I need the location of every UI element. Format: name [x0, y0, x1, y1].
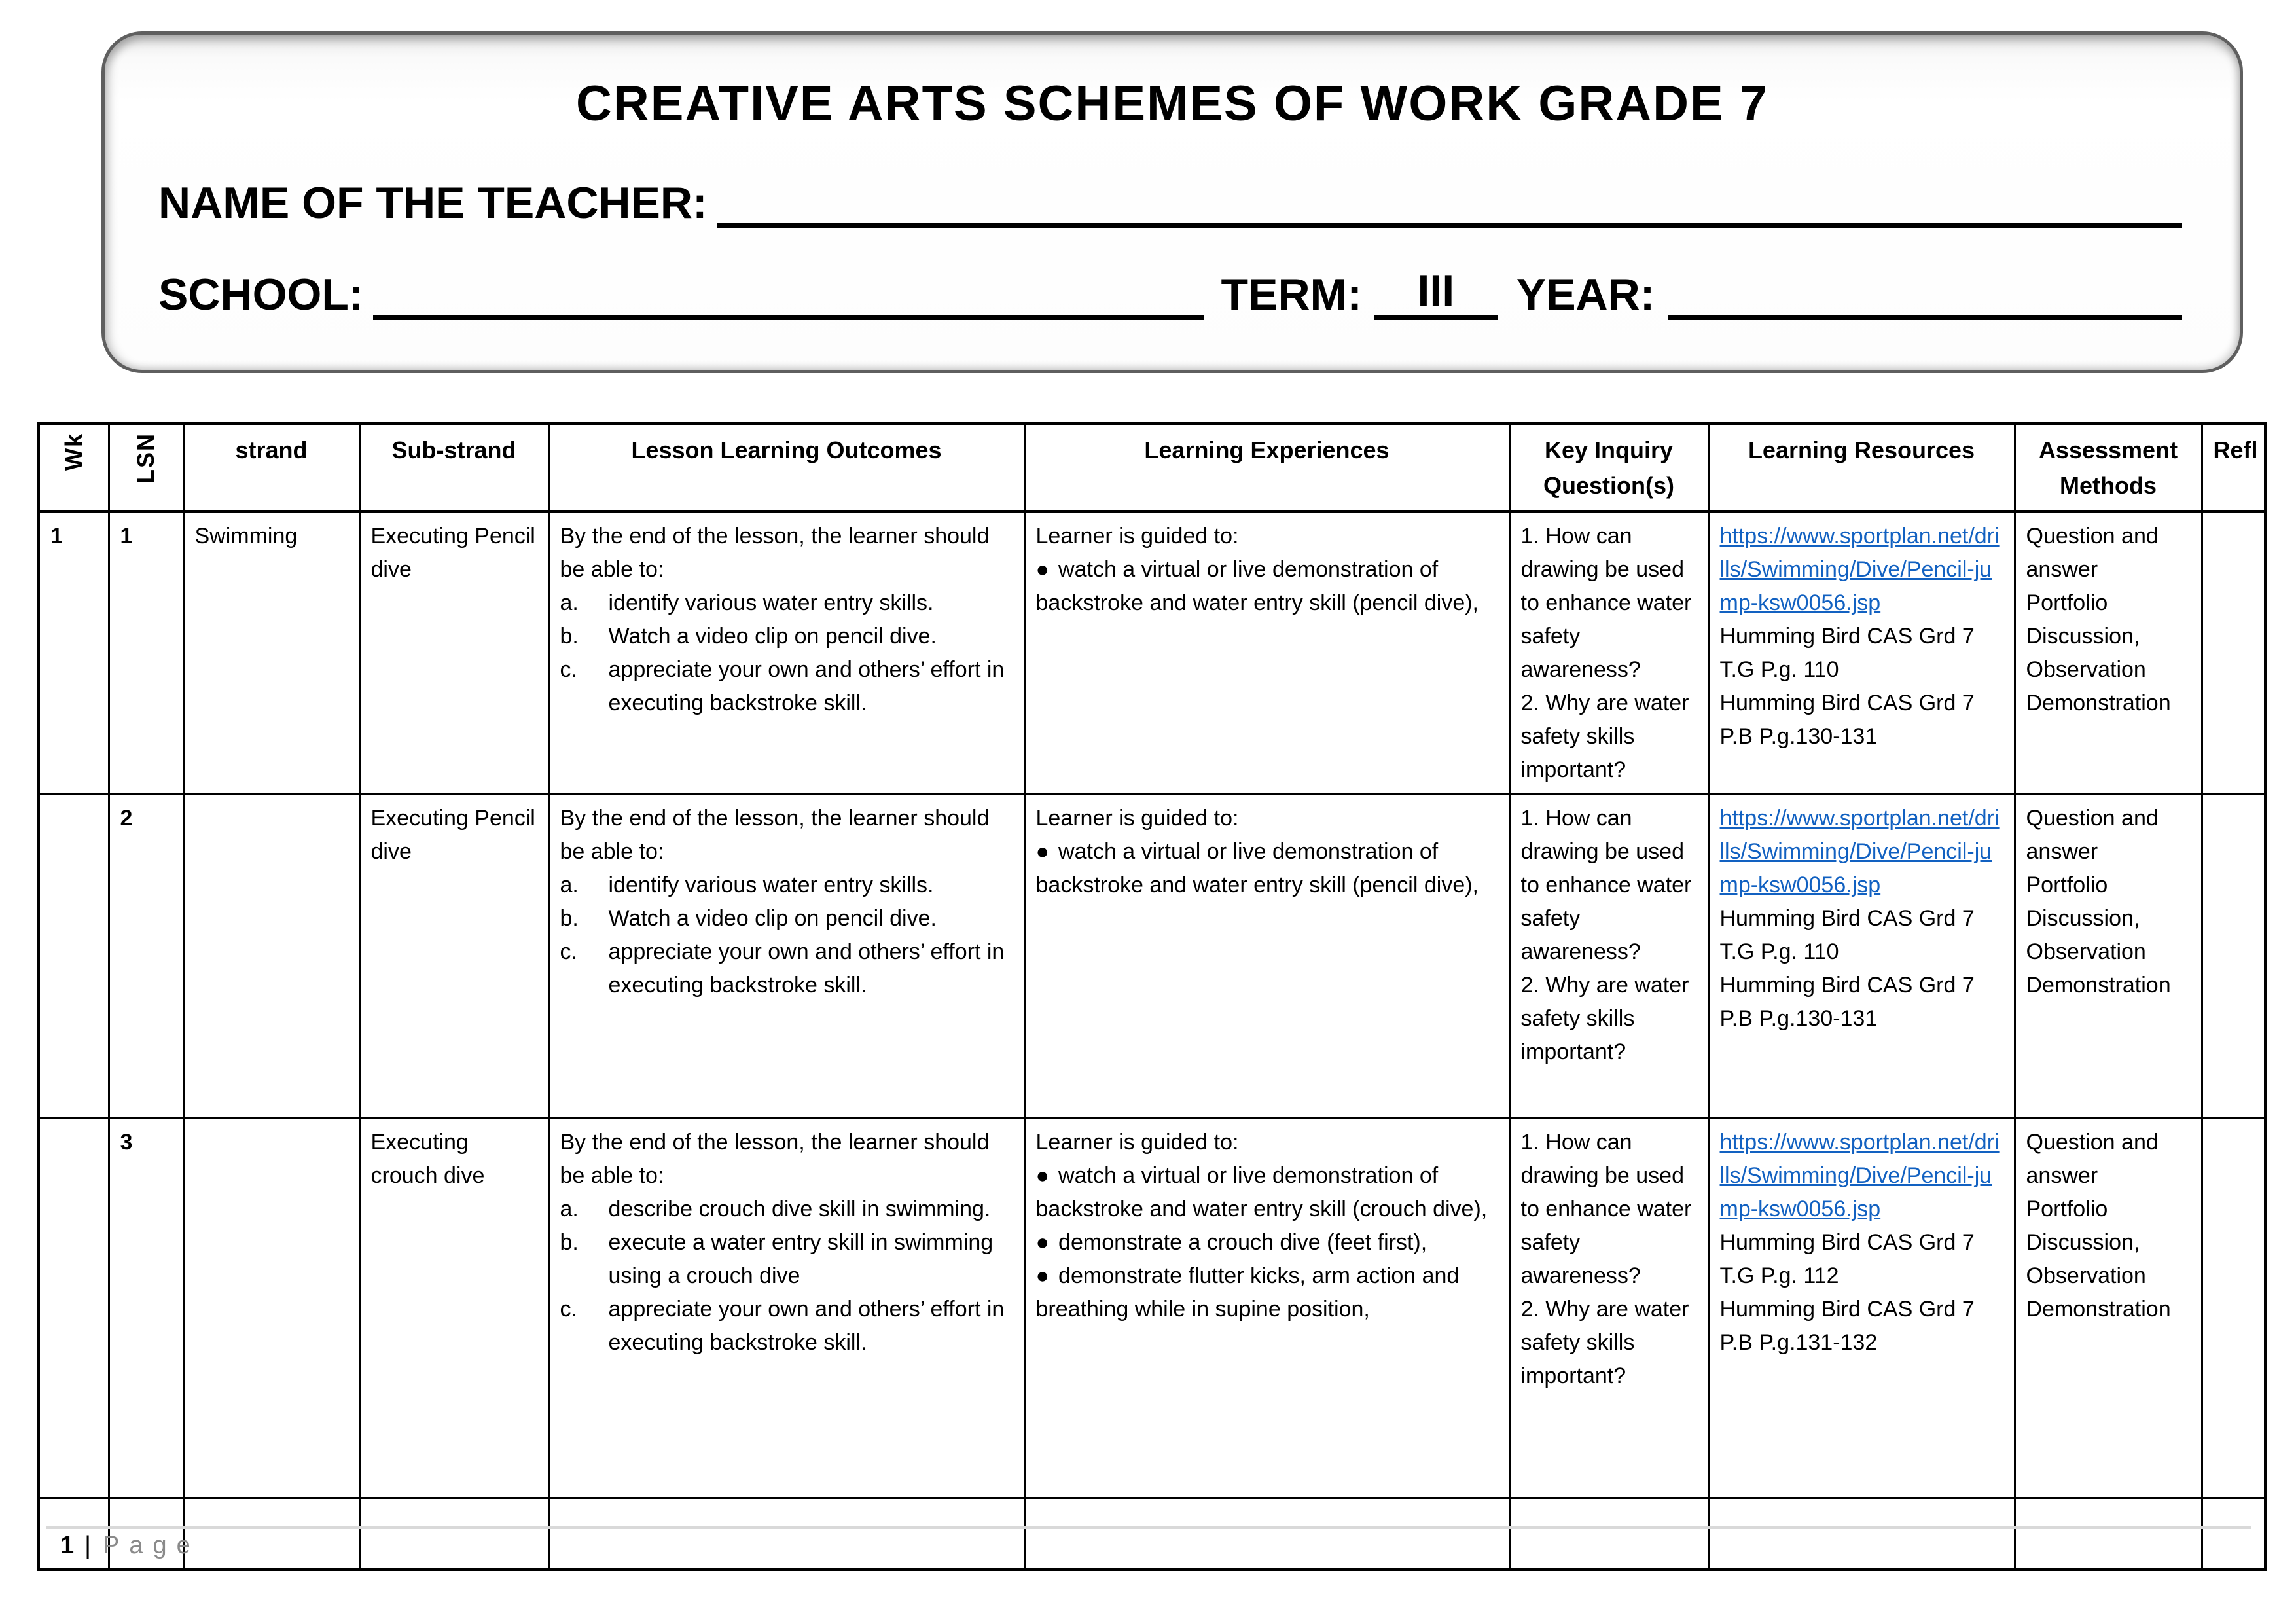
assessment-method: Observation [2026, 939, 2146, 964]
col-header-refl: Refl [2202, 424, 2265, 512]
experiences-intro: Learner is guided to: [1035, 806, 1239, 831]
col-header-assessment: Assessment Methods [2015, 424, 2202, 512]
outcomes-intro: By the end of the lesson, the learner should be able to: [560, 806, 990, 864]
list-marker: a. [560, 1197, 579, 1221]
year-blank [1668, 276, 2182, 320]
outcome-item [560, 1293, 1013, 1360]
experience-text: watch a virtual or live demonstration of backstroke and water entry skill (crouch dive), [1035, 1163, 1488, 1221]
outcome-text: execute a water entry skill in swimming using a crouch dive [608, 1230, 994, 1288]
experiences-cell [1024, 795, 1509, 1119]
wk-cell [39, 795, 109, 1119]
lsn-cell: 2 [109, 795, 183, 1119]
year-label: YEAR: [1516, 270, 1655, 319]
assessment-method: Demonstration [2026, 691, 2171, 715]
scheme-header-box [101, 31, 2243, 373]
assessment-cell [2015, 1119, 2202, 1498]
experience-text: demonstrate a crouch dive (feet first), [1058, 1230, 1427, 1255]
col-header-resources: Learning Resources [1708, 424, 2015, 512]
outcome-item [560, 586, 1013, 620]
sub-strand-cell: Executing crouch dive [359, 1119, 548, 1498]
table-row [39, 795, 2265, 1119]
resource-link[interactable]: https://www.sportplan.net/drills/Swimming/Dive/Pencil-jump-ksw0056.jsp [1719, 1130, 2000, 1221]
wk-cell [39, 1119, 109, 1498]
outcomes-cell [548, 1498, 1024, 1570]
assessment-cell [2015, 512, 2202, 795]
key-inquiry-question: 2. Why are water safety skills important? [1520, 973, 1689, 1064]
outcome-item [560, 935, 1013, 1002]
resources-cell [1708, 795, 2015, 1119]
strand-cell [183, 1498, 359, 1570]
assessment-method: Portfolio [2026, 1197, 2108, 1221]
term-label: TERM: [1221, 270, 1362, 319]
lsn-cell: 3 [109, 1119, 183, 1498]
experience-bullet [1036, 553, 1498, 620]
outcomes-intro: By the end of the lesson, the learner should be able to: [560, 524, 990, 582]
strand-cell [183, 1119, 359, 1498]
page-number: 1 [60, 1532, 75, 1559]
resource-book: Humming Bird CAS Grd 7 P.B P.g.130-131 [1719, 691, 1975, 749]
outcome-text: Watch a video clip on pencil dive. [608, 624, 937, 649]
sub-strand-cell [359, 1498, 548, 1570]
experience-bullet [1036, 835, 1498, 902]
assessment-method: Discussion, [2026, 1230, 2140, 1255]
resources-cell [1708, 1498, 2015, 1570]
outcome-item [560, 869, 1013, 902]
outcome-text: describe crouch dive skill in swimming. [608, 1197, 991, 1221]
key-inquiry-cell [1509, 1119, 1708, 1498]
list-marker: c. [560, 1297, 577, 1322]
experiences-intro: Learner is guided to: [1035, 524, 1239, 549]
experience-text: watch a virtual or live demonstration of backstroke and water entry skill (pencil dive), [1035, 557, 1479, 615]
resource-link[interactable]: https://www.sportplan.net/drills/Swimming/Dive/Pencil-jump-ksw0056.jsp [1719, 806, 2000, 897]
list-marker: b. [560, 624, 579, 649]
outcome-item [560, 1193, 1013, 1226]
outcomes-cell [548, 1119, 1024, 1498]
key-inquiry-cell [1509, 1498, 1708, 1570]
sub-strand-cell: Executing Pencil dive [359, 512, 548, 795]
list-marker: c. [560, 939, 577, 964]
bullet-icon: ● [1035, 1163, 1050, 1188]
refl-cell [2202, 512, 2265, 795]
outcome-item [560, 653, 1013, 720]
key-inquiry-question: 1. How can drawing be used to enhance water safety awareness? [1520, 1130, 1692, 1288]
outcomes-intro: By the end of the lesson, the learner should be able to: [560, 1130, 990, 1188]
assessment-method: Question and answer [2026, 1130, 2159, 1188]
assessment-method: Question and answer [2026, 524, 2159, 582]
outcome-text: appreciate your own and others’ effort in executing backstroke skill. [608, 657, 1005, 715]
col-header-strand: strand [183, 424, 359, 512]
assessment-method: Portfolio [2026, 873, 2108, 897]
key-inquiry-question: 2. Why are water safety skills important? [1520, 1297, 1689, 1388]
col-header-wk: Wk [39, 424, 109, 512]
page-separator: | [84, 1532, 92, 1559]
lsn-cell: 1 [109, 512, 183, 795]
key-inquiry-cell [1509, 795, 1708, 1119]
outcomes-cell [548, 795, 1024, 1119]
resource-book: Humming Bird CAS Grd 7 P.B P.g.130-131 [1719, 973, 1975, 1031]
refl-cell [2202, 1119, 2265, 1498]
assessment-method: Demonstration [2026, 1297, 2171, 1322]
table-row [39, 1119, 2265, 1498]
page-footer [60, 1532, 200, 1560]
assessment-method: Observation [2026, 657, 2146, 682]
table-row [39, 512, 2265, 795]
resource-book: Humming Bird CAS Grd 7 T.G P.g. 112 [1719, 1230, 1975, 1288]
experiences-cell [1024, 1119, 1509, 1498]
resource-book: Humming Bird CAS Grd 7 P.B P.g.131-132 [1719, 1297, 1975, 1355]
teacher-label: NAME OF THE TEACHER: [158, 178, 708, 228]
assessment-method: Portfolio [2026, 590, 2108, 615]
sub-strand-cell: Executing Pencil dive [359, 795, 548, 1119]
col-header-key-inquiry: Key Inquiry Question(s) [1509, 424, 1708, 512]
experiences-cell [1024, 1498, 1509, 1570]
col-header-experiences: Learning Experiences [1024, 424, 1509, 512]
list-marker: b. [560, 1230, 579, 1255]
experience-text: watch a virtual or live demonstration of backstroke and water entry skill (pencil dive), [1035, 839, 1479, 897]
footer-divider [46, 1526, 2251, 1529]
outcome-text: appreciate your own and others’ effort in executing backstroke skill. [608, 939, 1005, 998]
key-inquiry-cell [1509, 512, 1708, 795]
outcome-item [560, 620, 1013, 653]
term-value: III [1374, 265, 1498, 320]
scheme-of-work-table [37, 422, 2267, 1571]
strand-cell [183, 795, 359, 1119]
bullet-icon: ● [1035, 557, 1050, 582]
bullet-icon: ● [1035, 1263, 1050, 1288]
refl-cell [2202, 795, 2265, 1119]
bullet-icon: ● [1035, 1230, 1050, 1255]
table-row [39, 1498, 2265, 1570]
assessment-cell [2015, 1498, 2202, 1570]
outcome-text: identify various water entry skills. [608, 590, 934, 615]
outcome-text: appreciate your own and others’ effort in executing backstroke skill. [608, 1297, 1005, 1355]
school-label: SCHOOL: [158, 270, 364, 319]
col-header-sub-strand: Sub-strand [359, 424, 548, 512]
table-header-row [39, 424, 2265, 512]
resources-cell [1708, 512, 2015, 795]
assessment-method: Demonstration [2026, 973, 2171, 998]
outcome-item [560, 1226, 1013, 1293]
assessment-cell [2015, 795, 2202, 1119]
outcome-item [560, 902, 1013, 935]
experience-bullet [1036, 1226, 1498, 1259]
resource-book: Humming Bird CAS Grd 7 T.G P.g. 110 [1719, 906, 1975, 964]
page-title: CREATIVE ARTS SCHEMES OF WORK GRADE 7 [575, 76, 1769, 132]
list-marker: a. [560, 873, 579, 897]
key-inquiry-question: 2. Why are water safety skills important? [1520, 691, 1689, 782]
wk-cell: 1 [39, 512, 109, 795]
resource-link[interactable]: https://www.sportplan.net/drills/Swimming/Dive/Pencil-jump-ksw0056.jsp [1719, 524, 2000, 615]
teacher-name-blank [717, 184, 2182, 228]
col-header-outcomes: Lesson Learning Outcomes [548, 424, 1024, 512]
assessment-method: Question and answer [2026, 806, 2159, 864]
refl-cell [2202, 1498, 2265, 1570]
bullet-icon: ● [1035, 839, 1050, 864]
list-marker: c. [560, 657, 577, 682]
school-name-blank [373, 276, 1204, 320]
assessment-method: Observation [2026, 1263, 2146, 1288]
resources-cell [1708, 1119, 2015, 1498]
strand-cell: Swimming [183, 512, 359, 795]
col-header-lsn: LSN [109, 424, 183, 512]
list-marker: a. [560, 590, 579, 615]
outcome-text: identify various water entry skills. [608, 873, 934, 897]
outcomes-cell [548, 512, 1024, 795]
resource-book: Humming Bird CAS Grd 7 T.G P.g. 110 [1719, 624, 1975, 682]
assessment-method: Discussion, [2026, 906, 2140, 931]
school-term-year-line [158, 265, 2182, 320]
experience-text: demonstrate flutter kicks, arm action and breathing while in supine position, [1035, 1263, 1460, 1322]
page-word: Page [103, 1532, 200, 1559]
experiences-cell [1024, 512, 1509, 795]
teacher-name-line [158, 177, 2182, 228]
assessment-method: Discussion, [2026, 624, 2140, 649]
experience-bullet [1036, 1259, 1498, 1326]
key-inquiry-question: 1. How can drawing be used to enhance water safety awareness? [1520, 524, 1692, 682]
experiences-intro: Learner is guided to: [1035, 1130, 1239, 1155]
experience-bullet [1036, 1159, 1498, 1226]
list-marker: b. [560, 906, 579, 931]
outcome-text: Watch a video clip on pencil dive. [608, 906, 937, 931]
key-inquiry-question: 1. How can drawing be used to enhance water safety awareness? [1520, 806, 1692, 964]
